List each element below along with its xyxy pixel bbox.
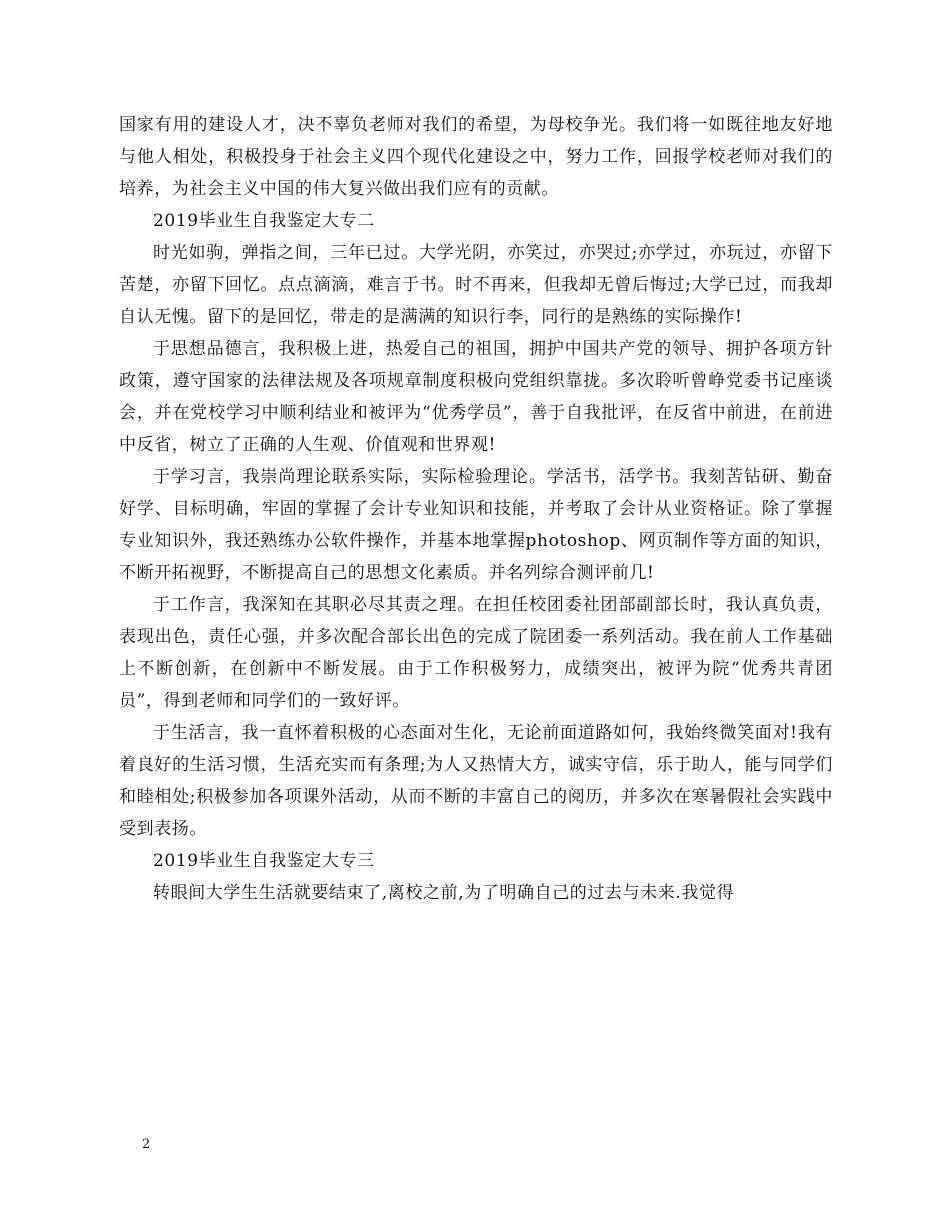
paragraph-intro: 时光如驹，弹指之间，三年已过。大学光阴，亦笑过，亦哭过;亦学过，亦玩过，亦留下苦楚，亦留下回忆。点点滴滴，难言于书。时不再来，但我却无曾后悔过;大学已过，而我却自认无愧。留下的是回忆，带走的是满满的知识行李，同行的是熟练的实际操作!: [119, 243, 833, 327]
paragraph-work: 于工作言，我深知在其职必尽其责之理。在担任校团委社团部副部长时，我认真负责，表现出色，责任心强，并多次配合部长出色的完成了院团委一系列活动。我在前人工作基础上不断创新，在创新中不断发展。由于工作积极努力，成绩突出，被评为院“优秀共青团员”，得到老师和同学们的一致好评。: [119, 595, 833, 711]
paragraph-study: 于学习言，我崇尚理论联系实际，实际检验理论。学活书，活学书。我刻苦钻研、勤奋好学、目标明确，牢固的掌握了会计专业知识和技能，并考取了会计从业资格证。除了掌握专业知识外，我还熟练办公软件操作，并基本地掌握photoshop、网页制作等方面的知识，不断开拓视野，不断提高自己的思想文化素质。并名列综合测评前几!: [119, 467, 833, 583]
section-heading-3: 2019毕业生自我鉴定大专三: [153, 851, 375, 871]
paragraph-life: 于生活言，我一直怀着积极的心态面对生化，无论前面道路如何，我始终微笑面对!我有着良好的生活习惯，生活充实而有条理;为人又热情大方，诚实守信，乐于助人，能与同学们和睦相处;积极参加各项课外活动，从而不断的丰富自己的阅历，并多次在寒暑假社会实践中受到表扬。: [119, 723, 833, 839]
paragraph-continuation: 国家有用的建设人才，决不辜负老师对我们的希望，为母校争光。我们将一如既往地友好地与他人相处，积极投身于社会主义四个现代化建设之中，努力工作，回报学校老师对我们的培养，为社会主义中国的伟大复兴做出我们应有的贡献。: [119, 115, 833, 199]
section-heading-2: 2019毕业生自我鉴定大专二: [153, 211, 375, 231]
page-number: 2: [142, 1137, 151, 1152]
document-body: [119, 109, 833, 909]
paragraph-final: 转眼间大学生生活就要结束了,离校之前,为了明确自己的过去与未来.我觉得: [153, 883, 735, 903]
paragraph-ideology: 于思想品德言，我积极上进，热爱自己的祖国，拥护中国共产党的领导、拥护各项方针政策，遵守国家的法律法规及各项规章制度积极向党组织靠拢。多次聆听曾峥党委书记座谈会，并在党校学习中顺利结业和被评为“优秀学员”，善于自我批评，在反省中前进，在前进中反省，树立了正确的人生观、价值观和世界观!: [119, 339, 833, 455]
